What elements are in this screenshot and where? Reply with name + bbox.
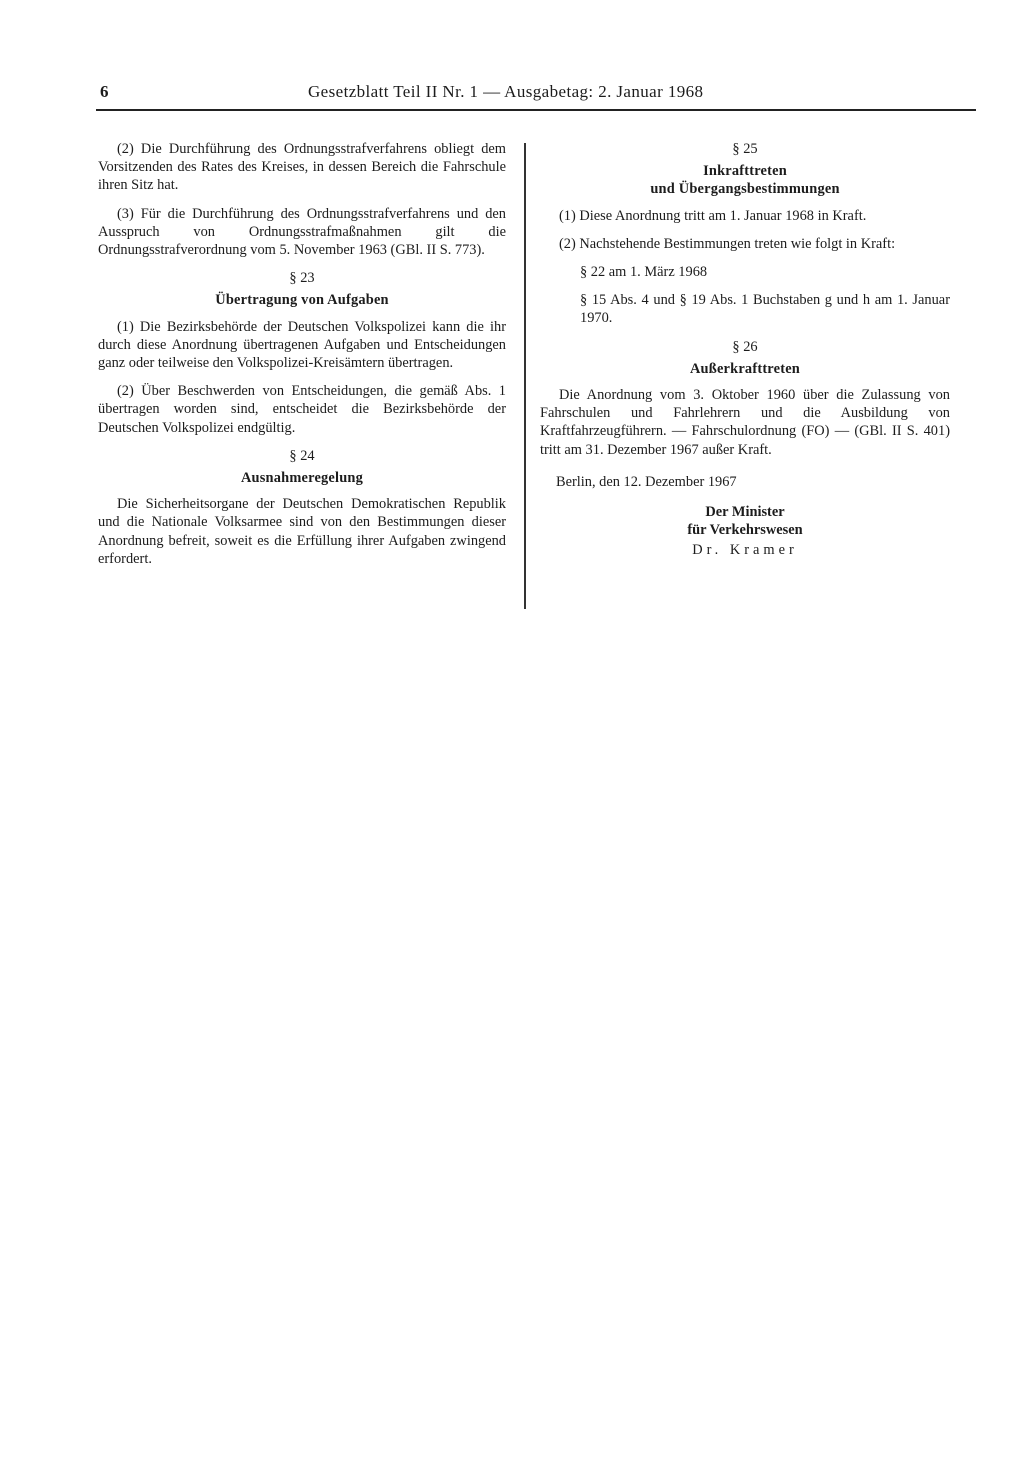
section-24-number: § 24	[289, 447, 315, 464]
gazette-title: Gesetzblatt Teil II Nr. 1 — Ausgabetag: 2. Januar 1968	[308, 82, 704, 101]
left-column	[98, 140, 506, 578]
section-23-title: Übertragung von Aufgaben	[215, 292, 389, 309]
section-24-text: Die Sicherheitsorgane der Deutschen Demokratischen Republik und die Nationale Volksarmee sind von den Bestimmungen dieser Anordnung befreit, soweit es die Erfüllung ihrer Aufgaben zwingend erfordert.	[98, 496, 506, 567]
column-divider	[524, 143, 526, 609]
section-25-number: § 25	[732, 141, 758, 157]
section-23-para-2: (2) Über Beschwerden von Entscheidungen, die gemäß Abs. 1 übertragen worden sind, entscheidet die Bezirksbehörde der Deutschen Volkspolizei endgültig.	[98, 383, 506, 436]
paragraph-22-3: (3) Für die Durchführung des Ordnungsstrafverfahrens und den Ausspruch von Ordnungsstrafmaßnahmen gilt die Ordnungsstrafverordnung vom 5. November 1963 (GBl. II S. 773).	[98, 205, 506, 259]
section-25-title-line-2: und Übergangsbestimmungen	[650, 181, 840, 198]
signature-title-line-2: für Verkehrswesen	[687, 522, 803, 539]
paragraph-22-2: (2) Die Durchführung des Ordnungsstrafverfahrens obliegt dem Vorsitzenden des Rates des Kreises, in dessen Bereich die Fahrschule ihren Sitz hat.	[98, 141, 506, 194]
section-23-para-1: (1) Die Bezirksbehörde der Deutschen Volkspolizei kann die ihr durch diese Anordnung übertragenen Aufgaben und Entscheidungen ganz oder teilweise den Volkspolizei-Kreisämtern übertragen.	[98, 318, 506, 372]
section-25-title-line-1: Inkrafttreten	[703, 163, 787, 180]
date-line: Berlin, den 12. Dezember 1967	[556, 473, 737, 490]
page-header	[96, 82, 976, 106]
section-26-text: Die Anordnung vom 3. Oktober 1960 über die Zulassung von Fahrschulen und Fahrlehrern und die Ausbildung von Kraftfahrzeugführern. — Fahrschulordnung (FO) — (GBl. II S. 401) tritt am 31. Dezember 1967 außer Kraft.	[540, 387, 950, 458]
section-25-item-a: § 22 am 1. März 1968	[580, 264, 708, 281]
section-25-title	[540, 162, 950, 198]
section-25-para-1: (1) Diese Anordnung tritt am 1. Januar 1968 in Kraft.	[559, 207, 867, 224]
section-24-title: Ausnahmeregelung	[240, 470, 364, 487]
right-column	[540, 140, 950, 559]
signature-title-line-1: Der Minister	[705, 504, 785, 521]
section-26-number: § 26	[732, 338, 758, 355]
header-rule	[96, 109, 976, 111]
section-23-number: § 23	[289, 270, 315, 287]
page-number: 6	[100, 82, 109, 101]
section-25-para-2: (2) Nachstehende Bestimmungen treten wie folgt in Kraft:	[559, 235, 896, 252]
signature-name: Dr. Kramer	[692, 542, 798, 559]
section-26-title: Außerkrafttreten	[689, 360, 801, 377]
section-25-item-b: § 15 Abs. 4 und § 19 Abs. 1 Buchstaben g und h am 1. Januar 1970.	[580, 292, 950, 327]
